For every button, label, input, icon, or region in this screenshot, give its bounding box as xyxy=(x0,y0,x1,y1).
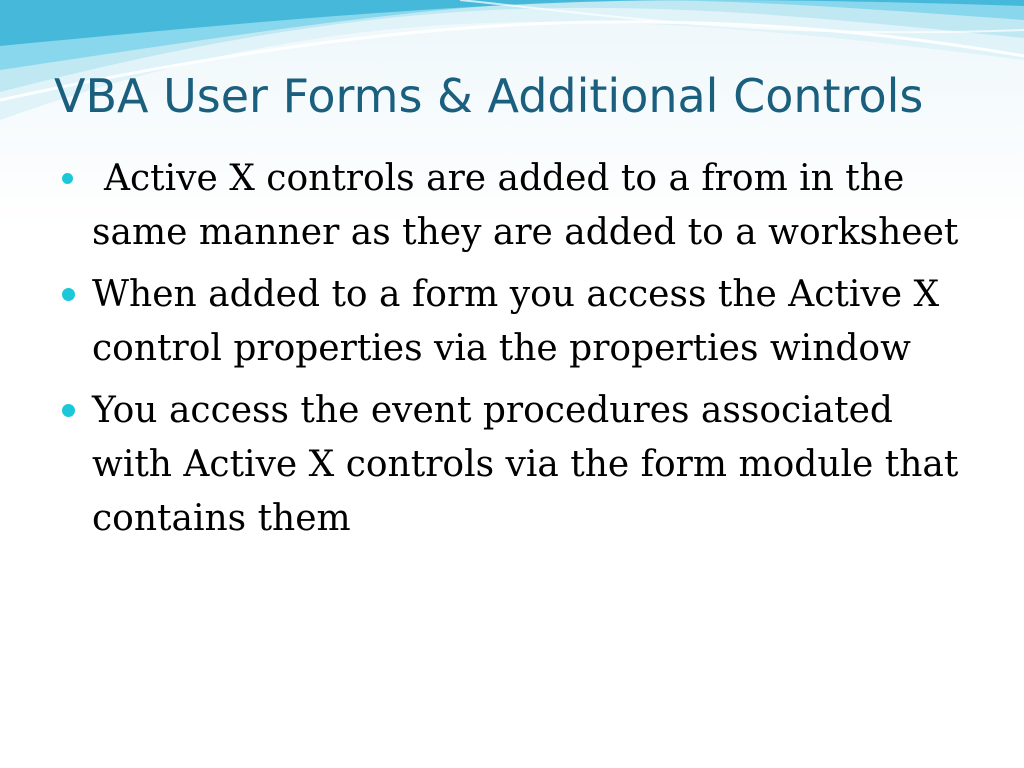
bullet-icon xyxy=(62,173,73,184)
bullet-icon xyxy=(62,404,75,417)
bullet-list xyxy=(62,152,962,554)
bullet-text: Active X controls are added to a from in the same manner as they are added to a worksheet xyxy=(92,158,959,253)
bullet-item xyxy=(62,268,962,376)
bullet-item xyxy=(62,384,962,546)
bullet-text: You access the event procedures associated with Active X controls via the form module that contains them xyxy=(92,390,959,539)
bullet-icon xyxy=(62,288,75,301)
slide-title: VBA User Forms & Additional Controls xyxy=(54,69,924,123)
bullet-text: When added to a form you access the Active X control properties via the properties window xyxy=(92,274,940,369)
bullet-item xyxy=(62,152,962,260)
